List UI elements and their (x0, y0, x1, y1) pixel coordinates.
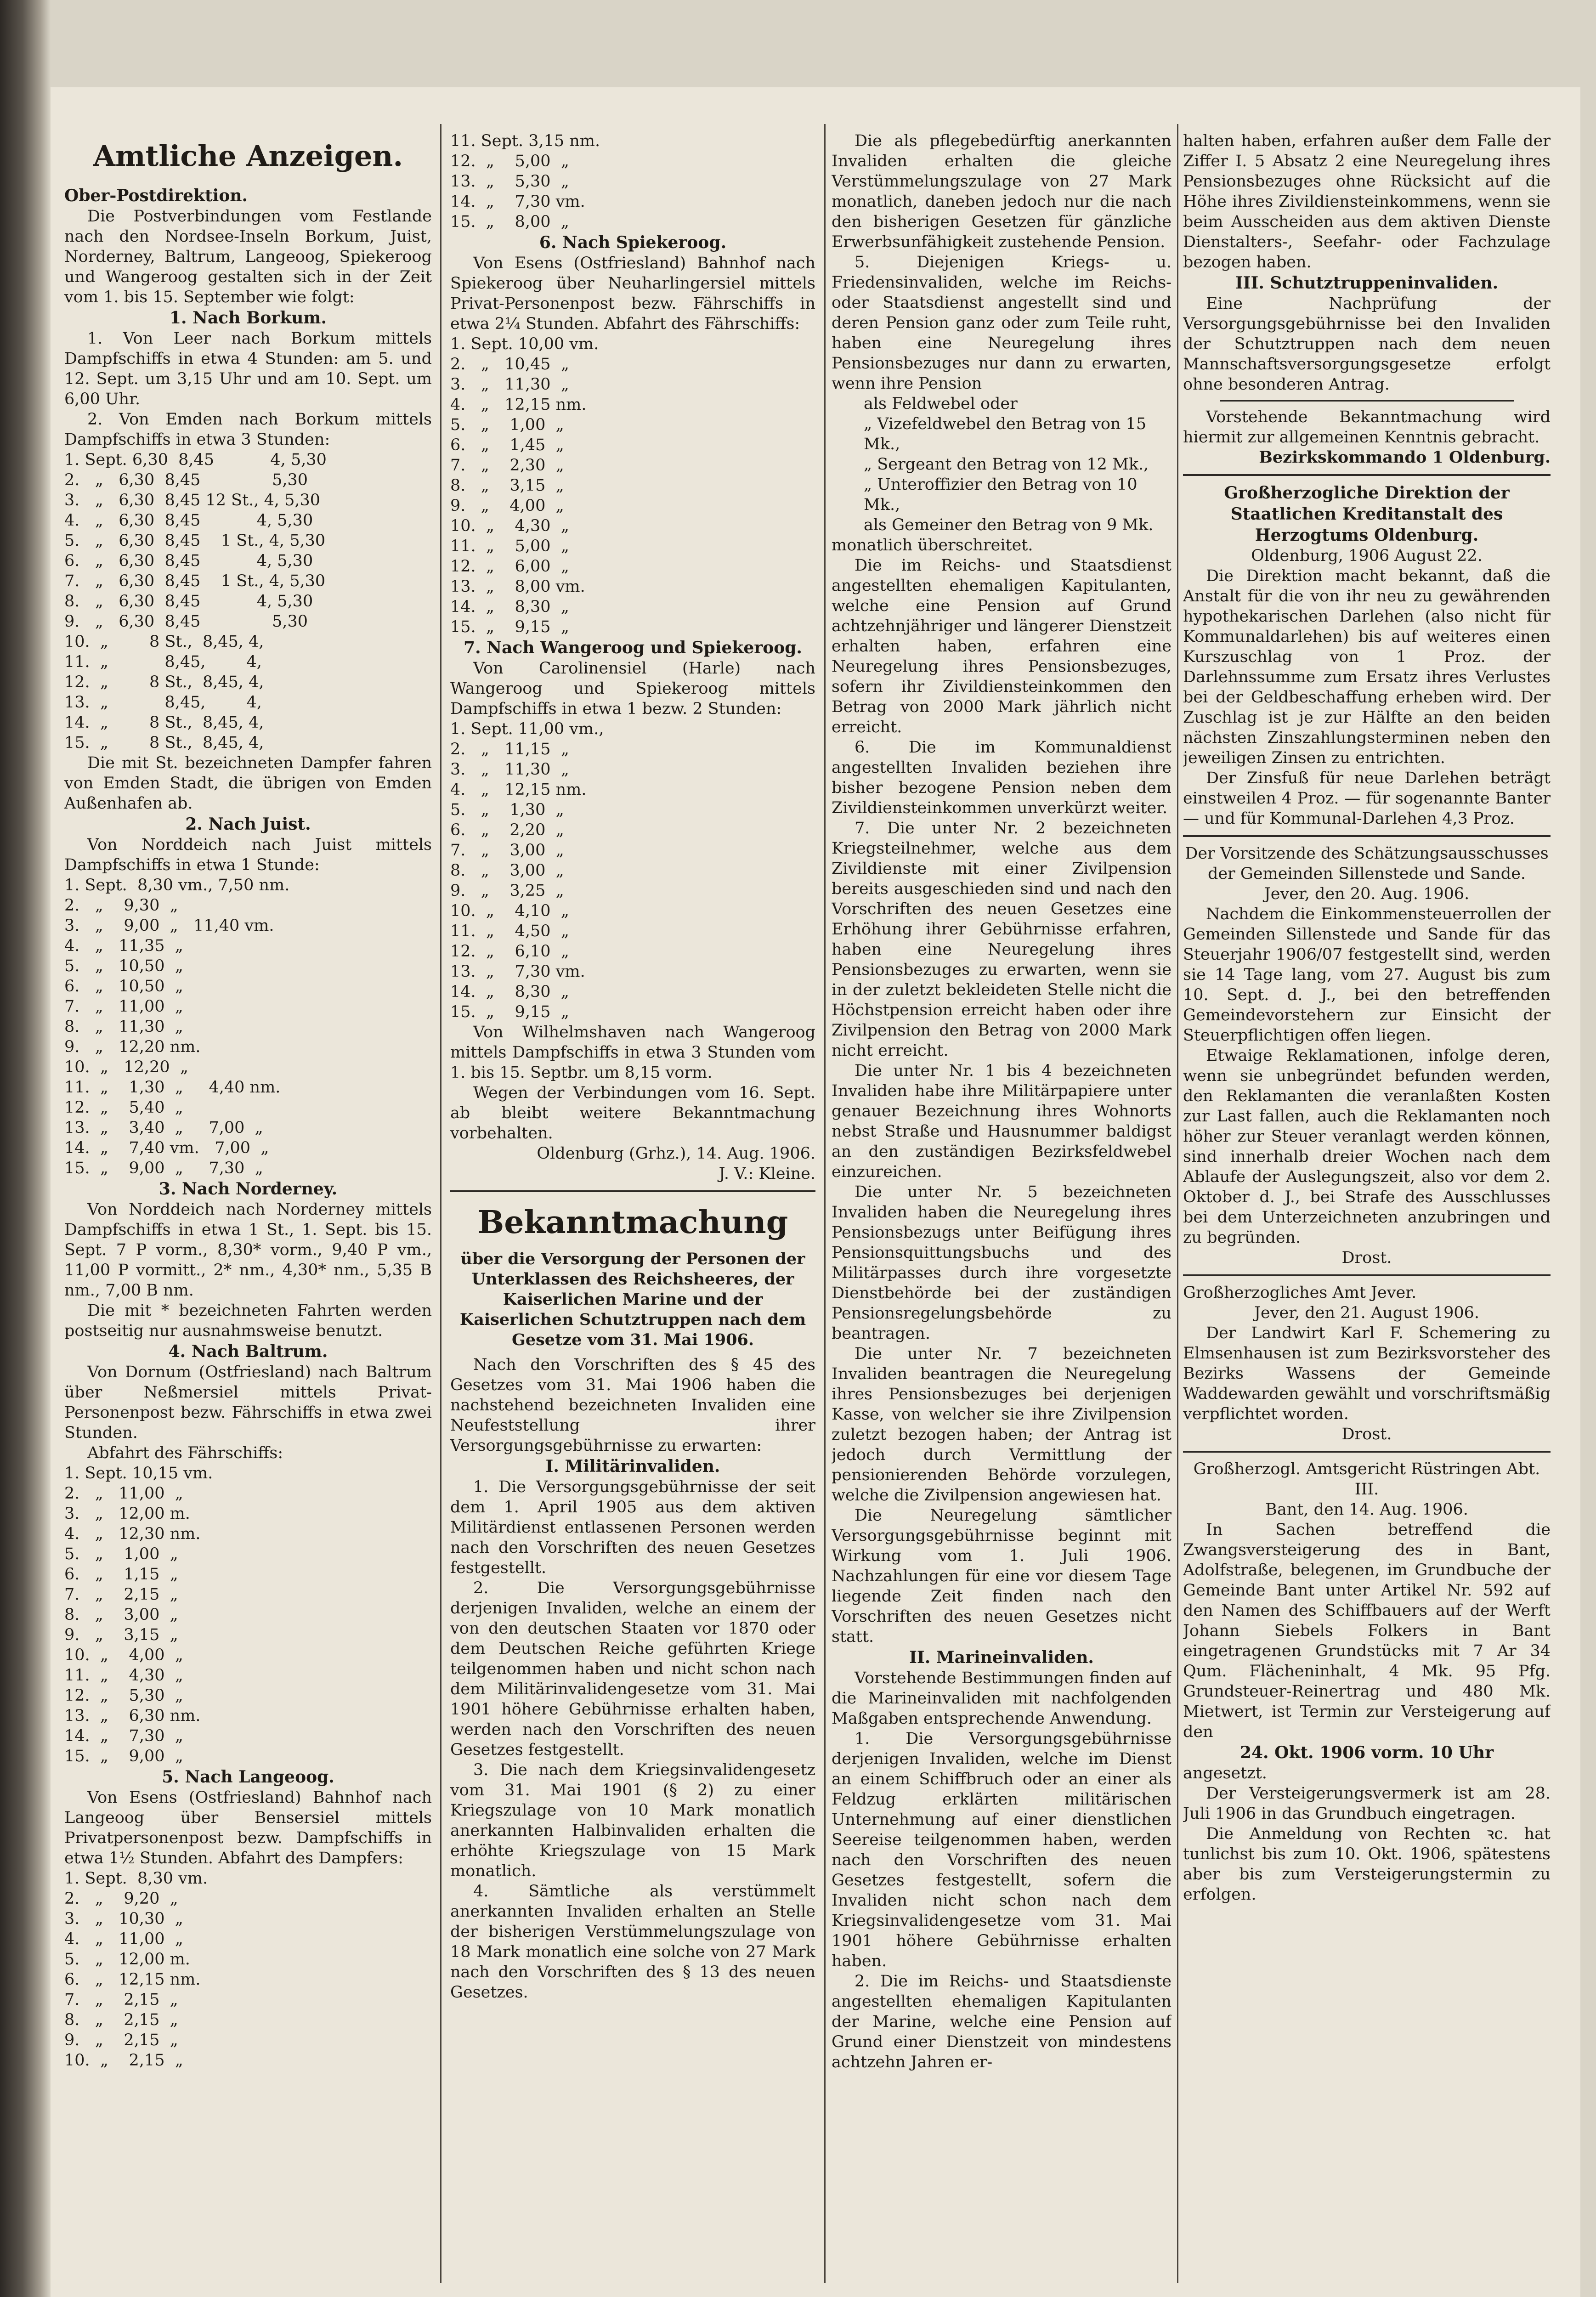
timetable-row: 4. „ 12,15 nm. (450, 781, 587, 799)
navy-invalids-heading: II. Marineinvaliden. (909, 1648, 1094, 1667)
timetable-row: 4. „ 11,00 „ (64, 1930, 183, 1948)
timetable-row: 13. „ 7,30 vm. (450, 962, 585, 981)
timetable-row: 14. „ 8,30 „ (450, 598, 569, 616)
announcement-title: Bekanntmachung (477, 1204, 788, 1241)
notice-paragraph: Wegen der Verbindungen vom 16. Sept. ab bleibt weitere Bekanntmachung vorbehalten. (450, 1084, 815, 1143)
credit-institute-paragraph: Die Direktion macht bekannt, daß die Anstalt für die von ihr neu zu gewährenden hypothekarischen Darlehen (also nicht für Kommunaldarlehen) bis auf weiteres einen Kurszuschlag von 1 Proz. der Darlehnssumme zum Ersatz ihres Verlustes bei der Geldbeschaffung erheben wird. Der Zuschlag ist je zur Hälfte an den beiden nächsten Zinszahlungsterminen neben den jeweiligen Zinsen zu entrichten. (1183, 567, 1551, 767)
colonial-invalids-heading: III. Schutztruppeninvaliden. (1235, 273, 1499, 293)
timetable-row: 3. „ 12,00 m. (64, 1505, 190, 1523)
norderney-note: Die mit * bezeichneten Fahrten werden postseitig nur ausnahmsweise benutzt. (64, 1301, 432, 1340)
norderney-heading: 3. Nach Norderney. (158, 1179, 338, 1199)
timetable-row: 6. „ 12,15 nm. (64, 1970, 201, 1989)
timetable-row: 10. „ 2,15 „ (64, 2051, 183, 2070)
timetable-row: 8. „ 2,15 „ (64, 2011, 178, 2029)
norderney-paragraph: Von Norddeich nach Norderney mittels Dampfschiffs in etwa 1 St., 1. Sept. bis 15. Sept. 7 P vorm., 8,30* vorm., 9,40 P vm., 11,00 P vormitt., 2* nm., 4,30* nm., 5,35 B nm., 7,00 B nm. (64, 1200, 432, 1300)
wangeroog-timetable (450, 719, 815, 1022)
timetable-row: 11. „ 8,45, 4, (64, 653, 262, 671)
timetable-row: 11. Sept. 3,15 nm. (450, 132, 600, 150)
timetable-row: 2. „ 11,15 „ (450, 740, 569, 758)
timetable-row: 7. „ 2,15 „ (64, 1585, 178, 1604)
jever-office-paragraph: Der Landwirt Karl F. Schemering zu Elmsenhausen ist zum Bezirksvorsteher des Bezirks Wassens der Gemeinde Waddewarden gewählt und vorschriftsmäßig verpflichtet worden. (1183, 1324, 1551, 1423)
announcement-paragraph: 7. Die unter Nr. 2 bezeichneten Kriegsteilnehmer, welche aus dem Zivildienste mit einer Zivilpension bereits ausgeschieden sind und nach den Vorschriften des neuen Gesetzes eine Erhöhung ihrer Gebührnisse erfahren, haben eine Neuregelung ihres Pensionsbezuges zu erwarten, wenn sie in der zuletzt bekleideten Stelle nicht die Höchstpension erreicht haben oder ihre Zivilpension den Betrag von 2000 Mark nicht erreicht. (832, 819, 1172, 1060)
timetable-row: 1. Sept. 8,30 vm., 7,50 nm. (64, 876, 290, 894)
langeoog-timetable (64, 1868, 432, 2071)
timetable-row: 3. „ 11,30 „ (450, 760, 569, 779)
baltrum-heading: 4. Nach Baltrum. (168, 1342, 328, 1361)
timetable-row: 8. „ 3,15 „ (450, 476, 564, 495)
timetable-row: 10. „ 4,30 „ (450, 517, 569, 535)
section-masthead: Amtliche Anzeigen. (93, 139, 403, 173)
timetable-row: 13. „ 8,45, 4, (64, 693, 262, 712)
timetable-row: 12. „ 5,30 „ (64, 1686, 183, 1705)
timetable-row: 6. „ 2,20 „ (450, 821, 564, 839)
baltrum-subheading: Abfahrt des Fährschiffs: (87, 1444, 283, 1462)
juist-timetable (64, 875, 432, 1178)
announcement-paragraph: 4. Sämtliche als verstümmelt anerkannten Invaliden erhalten an Stelle der bisherigen Verstümmelungszulage von 18 Mark monatlich eine solche von 27 Mark nach den Vorschriften des § 13 des neuen Gesetzes. (450, 1882, 815, 2002)
timetable-row: 2. „ 10,45 „ (450, 355, 569, 373)
credit-institute-paragraph: Der Zinsfuß für neue Darlehen beträgt einstweilen 4 Proz. — für sogenannte Banter — und für Kommunal-Darlehen 4,3 Proz. (1183, 769, 1551, 828)
borkum-paragraph: 1. Von Leer nach Borkum mittels Dampfschiffs in etwa 4 Stunden: am 5. und 12. Sept. um 3,15 Uhr und am 10. Sept. um 6,00 Uhr. (64, 329, 432, 408)
signature-drost: Drost. (1341, 1249, 1392, 1267)
spiekeroog-timetable (450, 334, 815, 637)
timetable-row: 11. „ 5,00 „ (450, 537, 569, 555)
timetable-row: 14. „ 8 St., 8,45, 4, (64, 713, 264, 732)
timetable-row: 15. „ 9,15 „ (450, 618, 569, 636)
timetable-row: 6. „ 6,30 8,45 4, 5,30 (64, 552, 313, 570)
timetable-row: 7. „ 2,15 „ (64, 1991, 178, 2009)
timetable-row: 15. „ 8 St., 8,45, 4, (64, 734, 264, 752)
timetable-row: „ Unteroffizier den Betrag von 10 Mk., (864, 475, 1143, 514)
court-paragraph: angesetzt. (1183, 1764, 1267, 1782)
signature-district-command: Bezirkskommando 1 Oldenburg. (1259, 448, 1551, 467)
wilhelmshaven-paragraph: Von Wilhelmshaven nach Wangeroog mittels Dampfschiffs in etwa 3 Stunden vom 1. bis 15. Septbr. um 8,15 vorm. (450, 1023, 815, 1082)
court-paragraph: Der Versteigerungsvermerk ist am 28. Juli 1906 in das Grundbuch eingetragen. (1183, 1784, 1551, 1823)
jever-office-date: Jever, den 21. August 1906. (1254, 1304, 1480, 1322)
announcement-paragraph: halten haben, erfahren außer dem Falle der Ziffer I. 5 Absatz 2 eine Neuregelung ihres Pensionsbezuges ohne Rücksicht auf die Höhe ihres Zivildiensteinkommens, wenn sie beim Ausscheiden aus dem aktiven Dienste Dienstalters-, Seefahr- oder Fachzulage bezogen haben. (1183, 132, 1551, 272)
timetable-row: 10. „ 4,00 „ (64, 1646, 183, 1664)
timetable-row: 8. „ 6,30 8,45 4, 5,30 (64, 592, 313, 611)
timetable-row: 12. „ 6,00 „ (450, 557, 569, 576)
timetable-row: 3. „ 10,30 „ (64, 1910, 183, 1928)
timetable-row: 5. „ 1,00 „ (64, 1545, 178, 1563)
timetable-row: 1. Sept. 11,00 vm., (450, 720, 604, 738)
timetable-row: 6. „ 1,45 „ (450, 436, 564, 454)
announcement-paragraph: Nach den Vorschriften des § 45 des Gesetzes vom 31. Mai 1906 haben die nachstehend bezeichneten Invaliden eine Neufeststellung ihrer Versorgungsgebührnisse zu erwarten: (450, 1356, 815, 1455)
langeoog-heading: 5. Nach Langeoog. (162, 1767, 334, 1787)
department-heading: Ober-Postdirektion. (64, 186, 248, 205)
timetable-row: 14. „ 7,30 vm. (450, 192, 585, 211)
timetable-row: 10. „ 12,20 „ (64, 1058, 189, 1076)
timetable-row: 8. „ 3,00 „ (450, 861, 564, 880)
announcement-paragraph: Die im Reichs- und Staatsdienst angestellten ehemaligen Kapitulanten, welche eine Pension auf Grund achtzehnjähriger und längerer Dienstzeit erhalten haben, erfahren eine Neuregelung ihres Pensionsbezuges, sofern ihr Zivildiensteinkommen den Betrag von 2000 Mark jährlich nicht erreicht. (832, 556, 1172, 736)
juist-paragraph: Von Norddeich nach Juist mittels Dampfschiffs in etwa 1 Stunde: (64, 836, 432, 874)
timetable-row: 7. „ 11,00 „ (64, 997, 183, 1016)
borkum-paragraph: 2. Von Emden nach Borkum mittels Dampfschiffs in etwa 3 Stunden: (64, 410, 432, 449)
timetable-row: 13. „ 3,40 „ 7,00 „ (64, 1119, 263, 1137)
announcement-paragraph: Die unter Nr. 5 bezeichneten Invaliden haben die Neuregelung ihres Pensionsbezugs unter Beifügung ihres Pensionsquittungsbuchs und des Militärpasses durch ihre vorgesetzte Dienstbehörde bei der zuständigen Pensionsregelungsbehörde zu beantragen. (832, 1183, 1172, 1343)
column-1 (64, 131, 432, 2071)
timetable-row: 2. „ 6,30 8,45 5,30 (64, 471, 308, 489)
timetable-row: 12. „ 6,10 „ (450, 942, 569, 961)
timetable-row: 5. „ 10,50 „ (64, 957, 183, 975)
court-paragraph: In Sachen betreffend die Zwangsversteigerung des in Bant, Adolfstraße, belegenen, im Grundbuche der Gemeinde Bant unter Artikel Nr. 592 auf den Namen des Schiffbauers auf der Werft Johann Siebels Folkers in Bant eingetragenen Grundstücks mit 7 Ar 34 Qum. Flächeninhalt, 4 Mk. 95 Pfg. Grundsteuer-Reinertrag und 480 Mk. Mietwert, ist Termin zur Versteigerung auf den (1183, 1521, 1551, 1741)
court-paragraph: Die Anmeldung von Rechten ꝛc. hat tunlichst bis zum 10. Okt. 1906, spätestens aber bis zum Versteigerungstermin zu erfolgen. (1183, 1825, 1551, 1904)
timetable-row: 4. „ 6,30 8,45 4, 5,30 (64, 511, 313, 530)
timetable-row: 11. „ 4,50 „ (450, 922, 569, 940)
timetable-row: 14. „ 8,30 „ (450, 983, 569, 1001)
timetable-row: 9. „ 3,25 „ (450, 882, 564, 900)
military-invalids-heading: I. Militärinvaliden. (545, 1457, 720, 1476)
timetable-row: 13. „ 5,30 „ (450, 172, 569, 191)
timetable-row: 4. „ 12,30 nm. (64, 1525, 201, 1543)
column-rule (440, 124, 441, 2283)
spiekeroog-paragraph: Von Esens (Ostfriesland) Bahnhof nach Spiekeroog über Neuharlingersiel mittels Privat-Personenpost bezw. Fährschiffs in etwa 2¼ Stunden. Abfahrt des Fährschiffs: (450, 254, 815, 333)
baltrum-timetable (64, 1463, 432, 1766)
column-rule (824, 124, 826, 2283)
langeoog-timetable-continued (450, 131, 815, 232)
timetable-row: als Gemeiner den Betrag von 9 Mk. (864, 516, 1154, 534)
timetable-row: 4. „ 11,35 „ (64, 937, 183, 955)
timetable-row: 1. Sept. 8,30 vm. (64, 1869, 208, 1888)
announcement-paragraph: 3. Die nach dem Kriegsinvalidengesetz vom 31. Mai 1901 (§ 2) zu einer Kriegszulage von 10 Mark monatlich anerkannten Halbinvaliden erhalten die erhöhte Kriegszulage von 15 Mark monatlich. (450, 1761, 815, 1880)
timetable-row: 5. „ 1,30 „ (450, 801, 564, 819)
timetable-row: 7. „ 2,30 „ (450, 456, 564, 475)
credit-institute-title: Großherzogliche Direktion der Staatlichen Kreditanstalt des Herzogtums Oldenburg. (1224, 483, 1510, 545)
timetable-row: 1. Sept. 10,15 vm. (64, 1464, 213, 1482)
timetable-row: 12. „ 5,40 „ (64, 1098, 183, 1117)
timetable-row: 15. „ 8,00 „ (450, 213, 569, 231)
timetable-row: 8. „ 11,30 „ (64, 1018, 183, 1036)
timetable-row: „ Sergeant den Betrag von 12 Mk., (864, 455, 1149, 474)
section-divider (450, 1190, 815, 1192)
column-rule (1177, 124, 1178, 2283)
announcement-paragraph: 2. Die Versorgungsgebührnisse derjenigen Invaliden, welche an einem der von den deutschen Staaten vor 1870 oder dem Deutschen Reiche geführten Kriege teilgenommen haben und nicht schon nach dem Militärinvalidengesetze vom 31. Mai 1901 höhere Gebührnisse erhalten haben, werden nach den Vorschriften des neuen Gesetzes festgestellt. (450, 1579, 815, 1759)
timetable-row: 12. „ 8 St., 8,45, 4, (64, 673, 264, 691)
wangeroog-paragraph: Von Carolinensiel (Harle) nach Wangeroog und Spiekeroog mittels Dampfschiffs in etwa 1 bezw. 2 Stunden: (450, 659, 815, 718)
timetable-row: 7. „ 6,30 8,45 1 St., 4, 5,30 (64, 572, 326, 590)
credit-institute-date: Oldenburg, 1906 August 22. (1251, 547, 1483, 565)
short-divider (1220, 400, 1514, 402)
timetable-row: 9. „ 4,00 „ (450, 497, 564, 515)
timetable-row: 15. „ 9,00 „ (64, 1747, 183, 1765)
timetable-row: 1. Sept. 6,30 8,45 4, 5,30 (64, 451, 327, 469)
timetable-row: 2. „ 11,00 „ (64, 1484, 183, 1503)
announcement-paragraph: 6. Die im Kommunaldienst angestellten Invaliden beziehen ihre bisher bezogene Pension neben dem Zivildiensteinkommen unverkürzt weiter. (832, 738, 1172, 817)
section-divider (1183, 474, 1551, 476)
baltrum-paragraph: Von Dornum (Ostfriesland) nach Baltrum über Neßmersiel mittels Privat-Personenpost bezw. Fährschiffs in etwa zwei Stunden. (64, 1363, 432, 1442)
timetable-row: 5. „ 12,00 m. (64, 1950, 190, 1969)
timetable-row: 13. „ 8,00 vm. (450, 577, 585, 596)
borkum-timetable (64, 450, 432, 753)
signature-name: J. V.: Kleine. (719, 1165, 815, 1183)
timetable-row: 12. „ 5,00 „ (450, 152, 569, 170)
assessment-committee-title: Der Vorsitzende des Schätzungsausschusses der Gemeinden Sillenstede und Sande. (1185, 844, 1549, 883)
timetable-row: 10. „ 8 St., 8,45, 4, (64, 633, 264, 651)
timetable-row: 3. „ 11,30 „ (450, 375, 569, 394)
timetable-row: 5. „ 1,00 „ (450, 416, 564, 434)
announcement-paragraph: 1. Die Versorgungsgebührnisse derjenigen Invaliden, welche im Dienst an einem Schiffbruch oder an einer als Feldzug erklärten militärischen Unternehmung auf einer dienstlichen Seereise teilgenommen haben, werden nach den Vorschriften des neuen Gesetzes festgestellt, sofern die Invaliden nicht schon nach dem Kriegsinvalidengesetze vom 31. Mai 1901 höhere Gebührnisse erhalten haben. (832, 1730, 1172, 1970)
section-divider (1183, 1451, 1551, 1453)
timetable-row: 15. „ 9,15 „ (450, 1003, 569, 1021)
jever-office-title: Großherzogliches Amt Jever. (1183, 1284, 1417, 1302)
column-4 (1183, 131, 1551, 1905)
timetable-row: 4. „ 12,15 nm. (450, 396, 587, 414)
newspaper-page (51, 87, 1580, 2297)
announcement-paragraph: Die als pflegebedürftig anerkannten Invaliden erhalten die gleiche Verstümmelungszulage von 27 Mark monatlich, daneben jedoch nur die nach den bisherigen Gesetzen für gänzliche Erwerbsunfähigkeit zustehende Pension. (832, 132, 1172, 251)
timetable-row: 10. „ 4,10 „ (450, 902, 569, 920)
timetable-row: 14. „ 7,30 „ (64, 1727, 183, 1745)
timetable-row: 9. „ 2,15 „ (64, 2031, 178, 2049)
announcement-subtitle: über die Versorgung der Personen der Unterklassen des Reichsheeres, der Kaiserlichen Marine und der Kaiserlichen Schutztruppen nach dem Gesetze vom 31. Mai 1906. (459, 1250, 806, 1349)
timetable-row: 1. Sept. 10,00 vm. (450, 335, 599, 353)
assessment-committee-paragraph: Etwaige Reklamationen, infolge deren, wenn sie unbegründet befunden werden, den Reklamanten die veranlaßten Kosten zur Last fallen, auch die Reklamanten noch höher zur Steuer veranlagt werden können, sind innerhalb dreier Wochen nach dem Ablaufe der Auslegungszeit, also vor dem 2. Oktober d. J., bei Strafe des Ausschlusses bei dem Unterzeichneten anzubringen und zu begründen. (1183, 1047, 1551, 1247)
timetable-row: 3. „ 9,00 „ 11,40 vm. (64, 917, 274, 935)
assessment-committee-paragraph: Nachdem die Einkommensteuerrollen der Gemeinden Sillenstede und Sande für das Steuerjahr 1906/07 festgestellt sind, werden sie 14 Tage lang, vom 27. August bis zum 10. Sept. d. J., bei den betreffenden Gemeindevorstehern zur Einsicht der Steuerpflichtigen offen liegen. (1183, 905, 1551, 1045)
timetable-row: 7. „ 3,00 „ (450, 841, 564, 860)
timetable-row: als Feldwebel oder (864, 395, 1018, 413)
timetable-row: 2. „ 9,30 „ (64, 896, 178, 915)
timetable-row: 3. „ 6,30 8,45 12 St., 4, 5,30 (64, 491, 321, 509)
spiekeroog-heading: 6. Nach Spiekeroog. (539, 233, 727, 252)
announcement-paragraph: 1. Die Versorgungsgebührnisse der seit dem 1. April 1905 aus dem aktiven Militärdienst entlassenen Personen werden nach den Vorschriften des neuen Gesetzes festgestellt. (450, 1478, 815, 1577)
timetable-row: 6. „ 10,50 „ (64, 977, 183, 996)
book-binding-edge (0, 0, 51, 2297)
timetable-row: 15. „ 9,00 „ 7,30 „ (64, 1159, 263, 1177)
timetable-row: „ Vizefeldwebel den Betrag von 15 Mk., (864, 415, 1152, 453)
announcement-paragraph: Vorstehende Bestimmungen finden auf die Marineinvaliden mit nachfolgenden Maßgaben entsprechende Anwendung. (832, 1669, 1172, 1728)
borkum-note: Die mit St. bezeichneten Dampfer fahren von Emden Stadt, die übrigen von Emden Außenhafen ab. (64, 754, 432, 813)
announcement-paragraph: 5. Diejenigen Kriegs- u. Friedensinvaliden, welche im Reichs- oder Staatsdienst angestellt sind und deren Pension ganz oder zum Teile ruht, haben eine Neuregelung ihres Pensionsbezuges nur dann zu erwarten, wenn ihre Pension (832, 253, 1172, 393)
announcement-paragraph: monatlich überschreitet. (832, 536, 1033, 554)
column-3 (832, 131, 1172, 2072)
auction-date: 24. Okt. 1906 vorm. 10 Uhr (1239, 1743, 1494, 1762)
timetable-row: 2. „ 9,20 „ (64, 1890, 178, 1908)
section-divider (1183, 835, 1551, 837)
timetable-row: 13. „ 6,30 nm. (64, 1707, 201, 1725)
announcement-paragraph: Die unter Nr. 1 bis 4 bezeichneten Invaliden habe ihre Militärpapiere unter genauer Bezeichnung ihres Wohnorts nebst Straße und Hausnummer baldigst an den zuständigen Bezirksfeldwebel einzureichen. (832, 1062, 1172, 1181)
timetable-row: 9. „ 12,20 nm. (64, 1038, 201, 1056)
timetable-row: 11. „ 1,30 „ 4,40 nm. (64, 1078, 281, 1097)
column-2 (450, 131, 815, 2003)
signature-drost: Drost. (1341, 1425, 1392, 1443)
signature-place-date: Oldenburg (Grhz.), 14. Aug. 1906. (537, 1144, 815, 1163)
timetable-row: 5. „ 6,30 8,45 1 St., 4, 5,30 (64, 532, 326, 550)
juist-heading: 2. Nach Juist. (185, 815, 311, 834)
court-date: Bant, den 14. Aug. 1906. (1265, 1500, 1468, 1519)
court-title: Großherzogl. Amtsgericht Rüstringen Abt. III. (1193, 1460, 1540, 1499)
announcement-paragraph: Die unter Nr. 7 bezeichneten Invaliden beantragen die Neuregelung ihres Pensionsbezuges bei derjenigen Kasse, von welcher sie ihre Zivilpension zuletzt bezogen haben; der Antrag ist jedoch durch Vermittlung der pensionierenden Behörde vorzulegen, welche die Zivilpension angewiesen hat. (832, 1345, 1172, 1505)
timetable-row: 6. „ 1,15 „ (64, 1565, 178, 1584)
assessment-committee-date: Jever, den 20. Aug. 1906. (1264, 885, 1470, 903)
langeoog-paragraph: Von Esens (Ostfriesland) Bahnhof nach Langeoog über Bensersiel mittels Privatpersonenpost bezw. Dampfschiffs in etwa 1½ Stunden. Abfahrt des Dampfers: (64, 1788, 432, 1867)
pension-threshold-list (832, 394, 1172, 535)
borkum-heading: 1. Nach Borkum. (169, 308, 327, 328)
timetable-row: 8. „ 3,00 „ (64, 1606, 178, 1624)
section-divider (1183, 1274, 1551, 1276)
timetable-row: 9. „ 6,30 8,45 5,30 (64, 612, 308, 631)
timetable-row: 14. „ 7,40 vm. 7,00 „ (64, 1139, 269, 1157)
timetable-row: 9. „ 3,15 „ (64, 1626, 178, 1644)
announcement-paragraph: Eine Nachprüfung der Versorgungsgebührnisse bei den Invaliden der Schutztruppen nach dem neuen Mannschaftsversorgungsgesetze erfolgt ohne besonderen Antrag. (1183, 294, 1551, 394)
wangeroog-heading: 7. Nach Wangeroog und Spiekeroog. (464, 638, 802, 657)
announcement-paragraph: Vorstehende Bekanntmachung wird hiermit zur allgemeinen Kenntnis gebracht. (1183, 408, 1551, 447)
timetable-row: 11. „ 4,30 „ (64, 1666, 183, 1685)
intro-paragraph: Die Postverbindungen vom Festlande nach den Nordsee-Inseln Borkum, Juist, Norderney, Baltrum, Langeoog, Spiekeroog und Wangeroog gestalten sich in der Zeit vom 1. bis 15. September wie folgt: (64, 207, 432, 306)
announcement-paragraph: Die Neuregelung sämtlicher Versorgungsgebührnisse beginnt mit Wirkung vom 1. Juli 1906. Nachzahlungen für eine vor diesem Tage liegende Zeit finden nach den Vorschriften des neuen Gesetzes nicht statt. (832, 1506, 1172, 1646)
announcement-paragraph: 2. Die im Reichs- und Staatsdienste angestellten ehemaligen Kapitulanten der Marine, welche eine Pension auf Grund einer Dienstzeit von mindestens achtzehn Jahren er- (832, 1972, 1172, 2071)
